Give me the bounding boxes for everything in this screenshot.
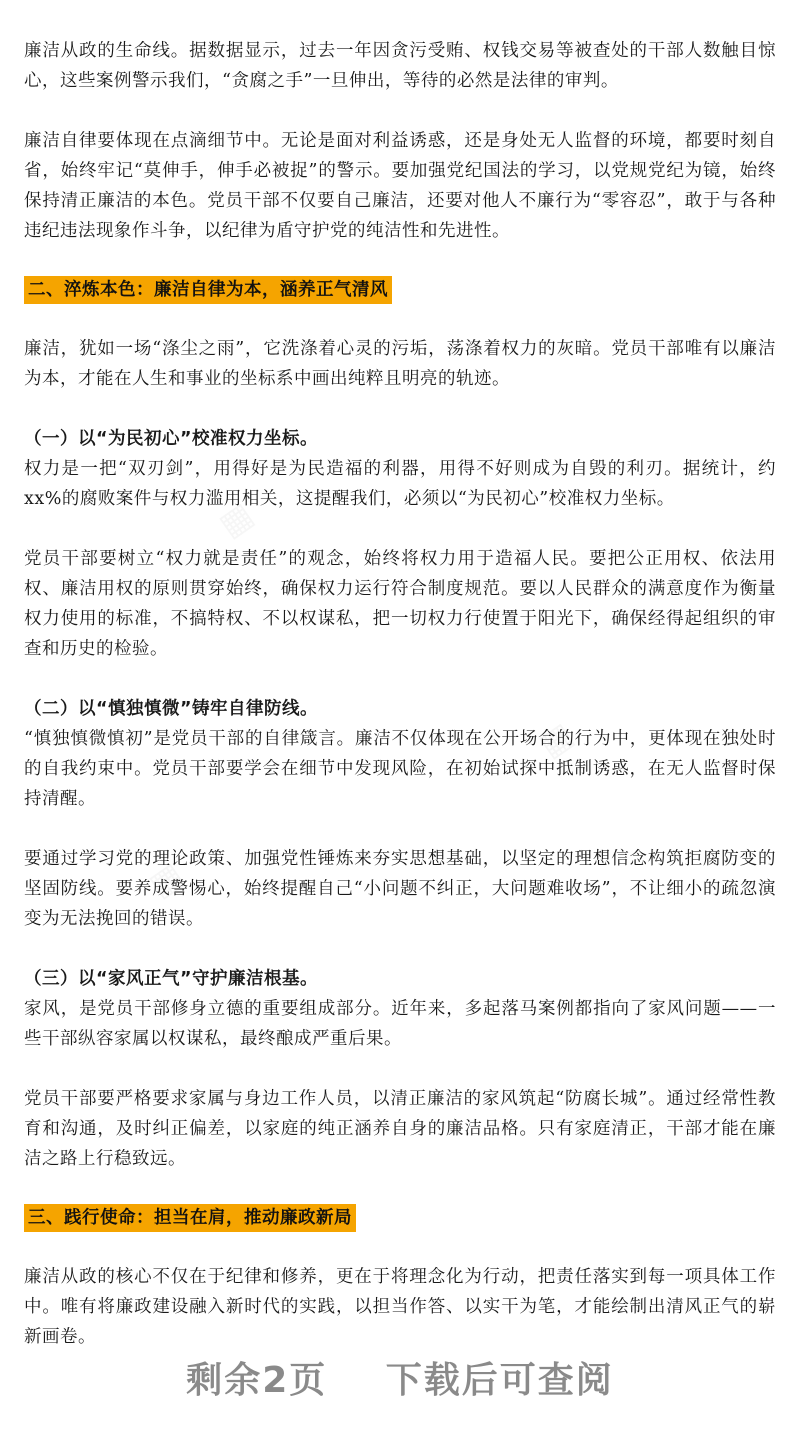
download-prompt[interactable] [0, 1352, 800, 1403]
document-body [24, 36, 776, 1352]
paragraph: 廉洁自律要体现在点滴细节中。无论是面对利益诱惑，还是身处无人监督的环境，都要时刻自省，始终牢记“莫伸手，伸手必被捉”的警示。要加强党纪国法的学习，以党规党纪为镜，始终保持清正廉洁的本色。党员干部不仅要自己廉洁，还要对他人不廉行为“零容忍”，敢于与各种违纪违法现象作斗争，以纪律为盾守护党的纯洁性和先进性。 [24, 131, 776, 241]
paragraph: “慎独慎微慎初”是党员干部的自律箴言。廉洁不仅体现在公开场合的行为中，更体现在独处时的自我约束中。党员干部要学会在细节中发现风险，在初始试探中抵制诱惑，在无人监督时保持清醒。 [24, 729, 776, 809]
section-heading: 二、淬炼本色：廉洁自律为本，涵养正气清风 [24, 276, 392, 304]
sub-heading: （三）以“家风正气”守护廉洁根基。 [24, 969, 319, 989]
paragraph: 廉洁，犹如一场“涤尘之雨”，它洗涤着心灵的污垢，荡涤着权力的灰暗。党员干部唯有以廉洁为本，才能在人生和事业的坐标系中画出纯粹且明亮的轨迹。 [24, 339, 776, 389]
paragraph: 要通过学习党的理论政策、加强党性锤炼来夯实思想基础，以坚定的理想信念构筑拒腐防变的坚固防线。要养成警惕心，始终提醒自己“小问题不纠正，大问题难收场”，不让细小的疏忽演变为无法挽回的错误。 [24, 849, 776, 929]
paragraph: 权力是一把“双刃剑”，用得好是为民造福的利器，用得不好则成为自毁的利刃。据统计，约xx%的腐败案件与权力滥用相关，这提醒我们，必须以“为民初心”校准权力坐标。 [24, 459, 776, 509]
section-heading: 三、践行使命：担当在肩，推动廉政新局 [24, 1204, 356, 1232]
paragraph: 党员干部要树立“权力就是责任”的观念，始终将权力用于造福人民。要把公正用权、依法用权、廉洁用权的原则贯穿始终，确保权力运行符合制度规范。要以人民群众的满意度作为衡量权力使用的标准，不搞特权、不以权谋私，把一切权力行使置于阳光下，确保经得起组织的审查和历史的检验。 [24, 549, 776, 659]
paragraph: 家风，是党员干部修身立德的重要组成部分。近年来，多起落马案例都指向了家风问题——一些干部纵容家属以权谋私，最终酿成严重后果。 [24, 999, 776, 1049]
sub-heading: （二）以“慎独慎微”铸牢自律防线。 [24, 699, 319, 719]
remaining-pages-label: 剩余2页 [186, 1360, 328, 1401]
download-to-view-label: 下载后可查阅 [385, 1360, 614, 1401]
paragraph: 廉洁从政的核心不仅在于纪律和修养，更在于将理念化为行动，把责任落实到每一项具体工作中。唯有将廉政建设融入新时代的实践，以担当作答、以实干为笔，才能绘制出清风正气的崭新画卷。 [24, 1267, 776, 1347]
paragraph: 廉洁从政的生命线。据数据显示，过去一年因贪污受贿、权钱交易等被查处的干部人数触目惊心，这些案例警示我们，“贪腐之手”一旦伸出，等待的必然是法律的审判。 [24, 41, 776, 91]
paragraph: 党员干部要严格要求家属与身边工作人员，以清正廉洁的家风筑起“防腐长城”。通过经常性教育和沟通，及时纠正偏差，以家庭的纯正涵养自身的廉洁品格。只有家庭清正，干部才能在廉洁之路上行稳致远。 [24, 1089, 776, 1169]
sub-heading: （一）以“为民初心”校准权力坐标。 [24, 429, 319, 449]
